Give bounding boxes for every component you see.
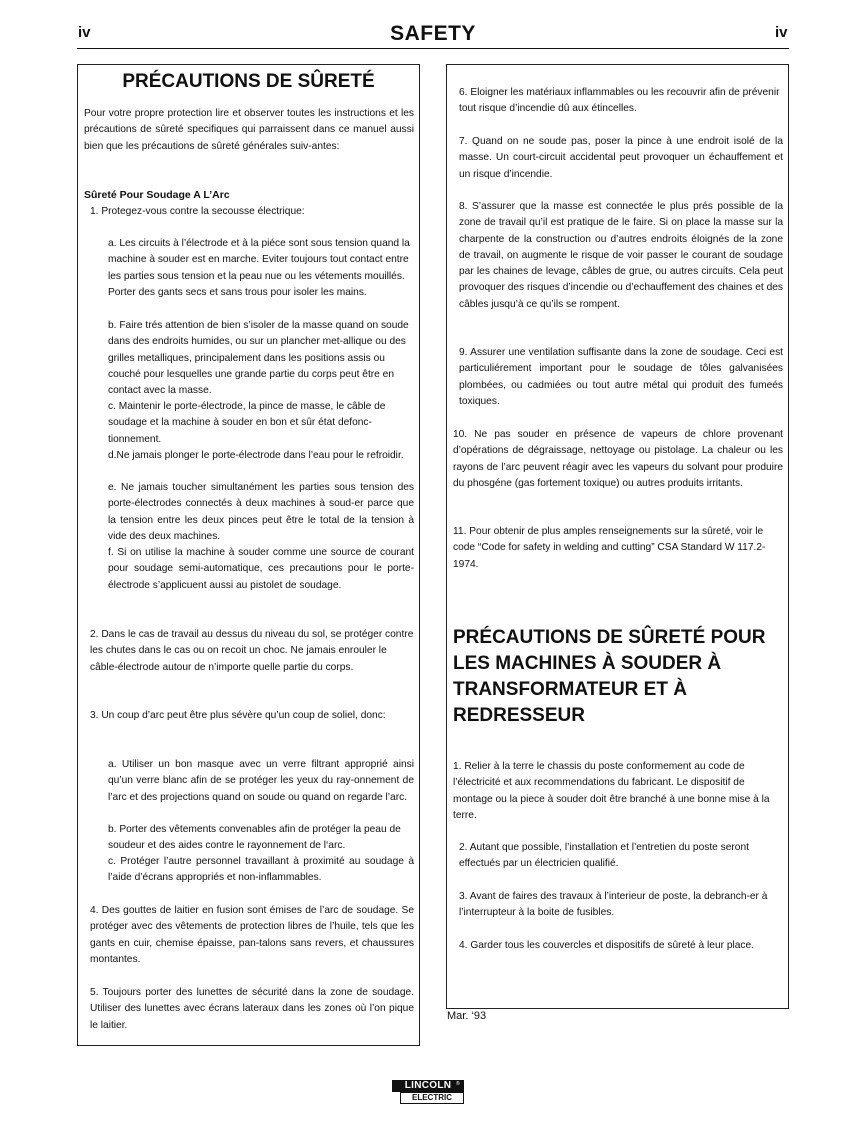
logo-top-text: LINCOLN: [392, 1080, 464, 1092]
item-1c: c. Maintenir le porte-électrode, la pince de masse, le câble de soudage et la machine à souder en bon et sûr état defonc-tionnement.: [108, 401, 386, 445]
item-3c: c. Protéger l’autre personnel travaillant à proximité au soudage à l’aide d’écrans appropriés et non-inflammables.: [108, 856, 414, 884]
item-2: 2. Dans le cas de travail au dessus du niveau du sol, se protéger contre les chutes dans le cas ou on recoit un choc. Ne jamais enrouler le câble-électrode autour de n’importe quelle partie du corps.: [90, 629, 414, 673]
transformer-item-2: 2. Autant que possible, l’installation et l’entretien du poste seront effectués par un électricien qualifié.: [459, 842, 749, 870]
left-heading: PRÉCAUTIONS DE SÛRETÉ: [122, 71, 375, 92]
intro-paragraph: Pour votre propre protection lire et observer toutes les instructions et les précautions de sûreté specifiques qui parraissent dans ce manuel aussi bien que les précautions de sûreté générales suiv-antes:: [84, 108, 414, 152]
transformer-item-3: 3. Avant de faires des travaux à l’interieur de poste, la debranch-er à l’interrupteur à la boite de fusibles.: [459, 891, 768, 919]
page-number-left: iv: [78, 24, 91, 41]
item-5: 5. Toujours porter des lunettes de sécurité dans la zone de soudage. Utiliser des lunettes avec écrans lateraux dans les zones où l’on pique le laitier.: [90, 987, 414, 1031]
transformer-heading: PRÉCAUTIONS DE SÛRETÉ POUR LES MACHINES À SOUDER À TRANSFORMATEUR ET À REDRESSEUR: [453, 627, 766, 726]
logo-bottom-text: ELECTRIC: [400, 1092, 464, 1104]
page-number-right: iv: [775, 24, 788, 41]
item-4: 4. Des gouttes de laitier en fusion sont émises de l’arc de soudage. Se protéger avec des vêtements de protection libres de l’huile, tels que les gants en cuir, chemise épaisse, pan-talons sans revers, et chaussures montantes.: [90, 905, 414, 965]
item-7: 7. Quand on ne soude pas, poser la pince à une endroit isolé de la masse. Un court-circuit accidental peut provoquer un échauffement et un risque d’incendie.: [459, 136, 783, 180]
item-10: 10. Ne pas souder en présence de vapeurs de chlore provenant d’opérations de dégraissage, nettoyage ou pistolage. La chaleur ou les rayons de l’arc peuvent réagir avec les vapeurs du solvant pour produire du phosgéne (gas fortement toxique) ou autres produits irritants.: [453, 429, 783, 489]
item-3: 3. Un coup d’arc peut être plus sévère qu’un coup de soliel, donc:: [90, 710, 386, 721]
item-1d: d.Ne jamais plonger le porte-électrode dans l’eau pour le refroidir.: [108, 450, 404, 461]
transformer-item-1: 1. Relier à la terre le chassis du poste conformement au code de l’électricité et aux recommendations du fabricant. Le dispositif de montage ou la piece à souder doit être branché à une bonne mise à la terre.: [453, 761, 770, 821]
item-1b: b. Faire trés attention de bien s’isoler de la masse quand on soude dans des endroits humides, ou sur un plancher met-allique ou des grilles metalliques, principalement dans les positions assis ou couché pour lesquelles une grande partie du corps peut être en contact avec la masse.: [108, 320, 409, 397]
item-3b: b. Porter des vêtements convenables afin de protéger la peau de soudeur et des aides contre le rayonnement de l‘arc.: [108, 824, 401, 852]
item-6: 6. Eloigner les matériaux inflammables ou les recouvrir afin de prévenir tout risque d’incendie dû aux étincelles.: [459, 87, 780, 115]
logo-registered-mark: ®: [456, 1081, 460, 1087]
item-11: 11. Pour obtenir de plus amples renseignements sur la sûreté, voir le code “Code for safety in welding and cutting” CSA Standard W 117.2-1974.: [453, 526, 766, 570]
transformer-item-4: 4. Garder tous les couvercles et dispositifs de sûreté à leur place.: [459, 940, 755, 951]
item-1e: e. Ne jamais toucher simultanément les parties sous tension des porte-électrodes connectés à deux machines à soud-er parce que la tension entre les deux pinces peut être le total de la tension à vide des deux machines.: [108, 482, 414, 542]
revision-date: Mar. ‘93: [447, 1010, 487, 1022]
arc-welding-subheading: Sûreté Pour Soudage A L’Arc: [84, 189, 230, 201]
item-1f: f. Si on utilise la machine à souder comme une source de courant pour soudage semi-automatique, ces precautions pour le porte-électrode s’applicuent aussi au pistolet de soudage.: [108, 547, 414, 591]
item-1a: a. Les circuits à l’électrode et à la piéce sont sous tension quand la machine à souder est en marche. Eviter toujours tout contact entre les parties sous tension et la peau nue ou les vétements mouillés. Porter des gants secs et sans trous pour isoler les mains.: [108, 238, 410, 298]
page-title: SAFETY: [390, 22, 476, 45]
item-8: 8. S’assurer que la masse est connectée le plus prés possible de la zone de travail qu’il est pratique de le faire. Si on place la masse sur la charpente de la construction ou d’autres endroits éloignés de la zone de travail, on augmente le risque de voir passer le courant de soudage par les chaines de levage, câbles de grue, ou autres circuits. Cela peut provoquer des risques d’incendie ou d’echauffement des chaines et des câbles jusqu’à ce qu’ils se rompent.: [459, 201, 783, 310]
left-column: [77, 64, 420, 1046]
item-1: 1. Protegez-vous contre la secousse électrique:: [90, 206, 305, 217]
item-3a: a. Utiliser un bon masque avec un verre filtrant approprié ainsi qu’un verre blanc afin de se protéger les yeux du ray-onnement de l’arc et des projections quand on soude ou quand on regarde l’arc.: [108, 759, 414, 803]
header-rule: [77, 48, 789, 49]
right-column: [446, 64, 789, 1009]
item-9: 9. Assurer une ventilation suffisante dans la zone de soudage. Ceci est particuliérement important pour le soudage de tôles galvanisées plombées, ou cadmiées ou tout autre métal qui produit des fumeés toxiques.: [459, 347, 783, 407]
lincoln-electric-logo: [392, 1080, 464, 1104]
